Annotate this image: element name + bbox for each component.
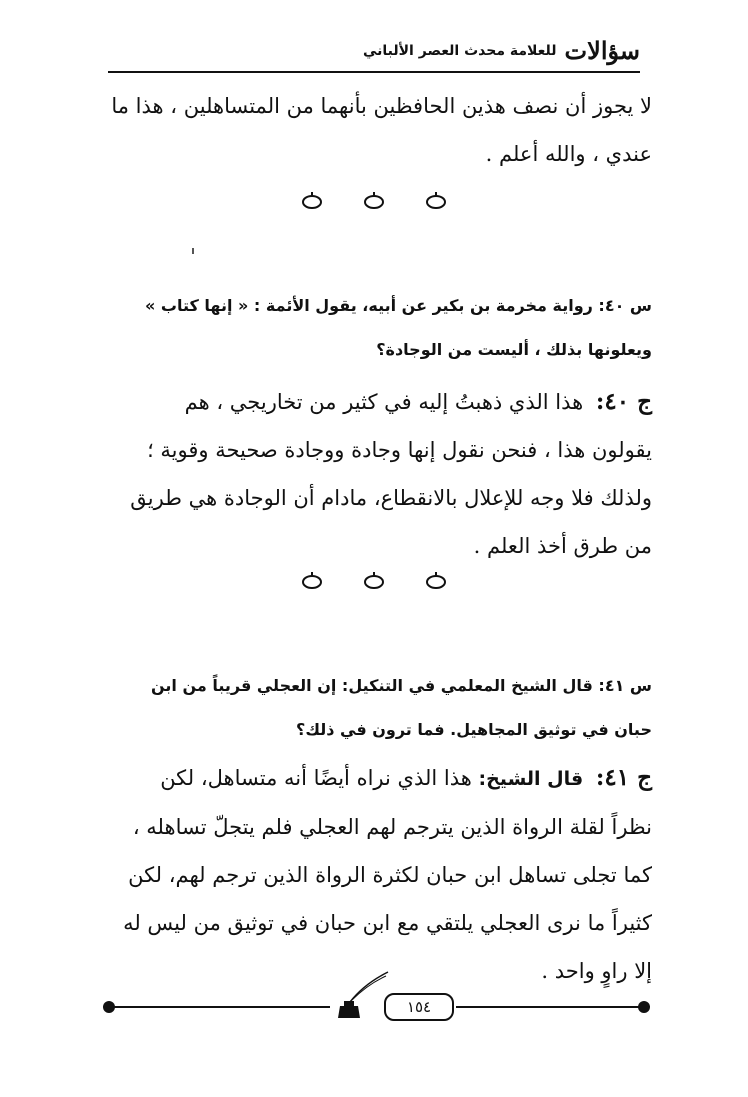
- question-41: [108, 664, 652, 752]
- answer-40: [108, 378, 652, 570]
- ornament-icon: [300, 189, 324, 213]
- header-rule: [108, 71, 640, 73]
- running-header: [108, 30, 640, 66]
- series-title: سؤالات: [564, 36, 640, 65]
- question-line: ويعلونها بذلك ، أليست من الوجادة؟: [376, 340, 652, 359]
- answer-text: هذا الذي نراه أيضًا أنه متساهل، لكن: [160, 766, 472, 790]
- answer-marker: ج ٤١:: [595, 764, 652, 791]
- print-speck: [192, 248, 194, 254]
- text-line: يقولون هذا ، فنحن نقول إنها وجادة ووجادة صحيحة وقوية ؛: [147, 438, 652, 462]
- section-separator: [300, 186, 448, 216]
- text-line: كثيراً ما نرى العجلي يلتقي مع ابن حبان في توثيق من ليس له: [123, 911, 652, 935]
- answer-marker: ج ٤٠:: [595, 388, 652, 415]
- footer-rule-left: [110, 1006, 330, 1008]
- section-separator: [300, 566, 448, 596]
- answer-41: [108, 754, 652, 995]
- header-author: للعلامة محدث العصر الألباني: [362, 43, 557, 59]
- text-line: [108, 754, 652, 803]
- page-number: ١٥٤: [384, 993, 454, 1021]
- text-line: من طرق أخذ العلم .: [473, 534, 652, 558]
- text-line: لا يجوز أن نصف هذين الحافظين بأنهما من المتساهلين ، هذا ما: [111, 94, 652, 118]
- question-line: س ٤١: قال الشيخ المعلمي في التنكيل: إن العجلي قريباً من ابن: [150, 676, 652, 695]
- ornament-icon: [362, 569, 386, 593]
- ornament-icon: [300, 569, 324, 593]
- answer-lead: قال الشيخ:: [478, 768, 584, 790]
- text-line: ولذلك فلا وجه للإعلال بالانقطاع، مادام أن الوجادة هي طريق: [130, 486, 652, 510]
- ornament-icon: [424, 569, 448, 593]
- intro-paragraph: [108, 82, 652, 178]
- inkwell-icon: [330, 968, 390, 1022]
- footer-dot-right: [638, 1001, 650, 1013]
- ornament-icon: [424, 189, 448, 213]
- text-line: نظراً لقلة الرواة الذين يترجم لهم العجلي فلم يتجلّ تساهله ،: [132, 815, 652, 839]
- text-line: إلا راوٍ واحد .: [541, 959, 652, 983]
- question-line: س ٤٠: رواية مخرمة بن بكير عن أبيه، يقول الأئمة : « إنها كتاب »: [144, 296, 652, 315]
- ornament-icon: [362, 189, 386, 213]
- footer-rule-right: [456, 1006, 642, 1008]
- text-line: [108, 378, 652, 426]
- question-line: حبان في توثيق المجاهيل. فما ترون في ذلك؟: [296, 720, 652, 739]
- question-40: [108, 284, 652, 372]
- text-line: عندي ، والله أعلم .: [485, 142, 652, 166]
- text-line: كما تجلى تساهل ابن حبان لكثرة الرواة الذين ترجم لهم، لكن: [128, 863, 652, 887]
- answer-text: هذا الذي ذهبتُ إليه في كثير من تخاريجي ، هم: [184, 390, 584, 414]
